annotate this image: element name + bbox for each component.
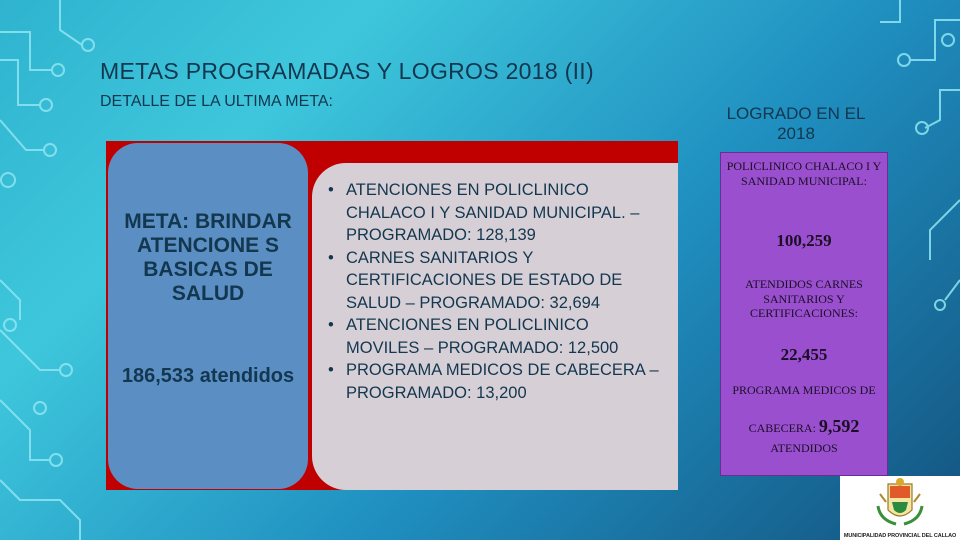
achieved-box [720, 152, 888, 476]
programmed-item: • ATENCIONES EN POLICLINICO MOVILES – PROGRAMADO: 12,500 [324, 314, 664, 359]
programmed-list-box [312, 163, 678, 490]
goal-box [108, 143, 308, 489]
logo-caption: MUNICIPALIDAD PROVINCIAL DEL CALLAO [843, 533, 957, 539]
achieved-medicos-label-3: ATENDIDOS [770, 441, 838, 455]
programmed-item: • ATENCIONES EN POLICLINICO CHALACO I Y SANIDAD MUNICIPAL. – PROGRAMADO: 128,139 [324, 179, 664, 247]
goal-text: META: BRINDAR ATENCIONE S BASICAS DE SALUD [124, 210, 292, 305]
goal-count: 186,533 atendidos [121, 365, 295, 387]
achieved-medicos-value: 9,592 [818, 416, 860, 436]
programmed-item: • CARNES SANITARIOS Y CERTIFICACIONES DE ESTADO DE SALUD – PROGRAMADO: 32,694 [324, 247, 664, 315]
achieved-heading: LOGRADO EN EL 2018 [726, 104, 866, 143]
achieved-medicos-label: PROGRAMA MEDICOS DE [732, 383, 876, 397]
slide-subtitle: DETALLE DE LA ULTIMA META: [100, 93, 333, 110]
programmed-item: • PROGRAMA MEDICOS DE CABECERA – PROGRAMADO: 13,200 [324, 359, 664, 404]
achieved-medicos-line [725, 416, 883, 436]
callao-crest-icon [840, 476, 960, 532]
programmed-list [324, 179, 664, 404]
achieved-policlinico-value: 100,259 [776, 231, 832, 250]
slide-title: METAS PROGRAMADAS Y LOGROS 2018 (II) [100, 58, 594, 84]
achieved-medicos-label-2: CABECERA: [748, 421, 816, 435]
municipality-logo [840, 476, 960, 540]
achieved-carnes-label: ATENDIDOS CARNES SANITARIOS Y CERTIFICACIONES: [745, 277, 863, 320]
achieved-carnes-value: 22,455 [780, 345, 828, 364]
achieved-policlinico-label: POLICLINICO CHALACO I Y SANIDAD MUNICIPAL: [726, 159, 882, 188]
